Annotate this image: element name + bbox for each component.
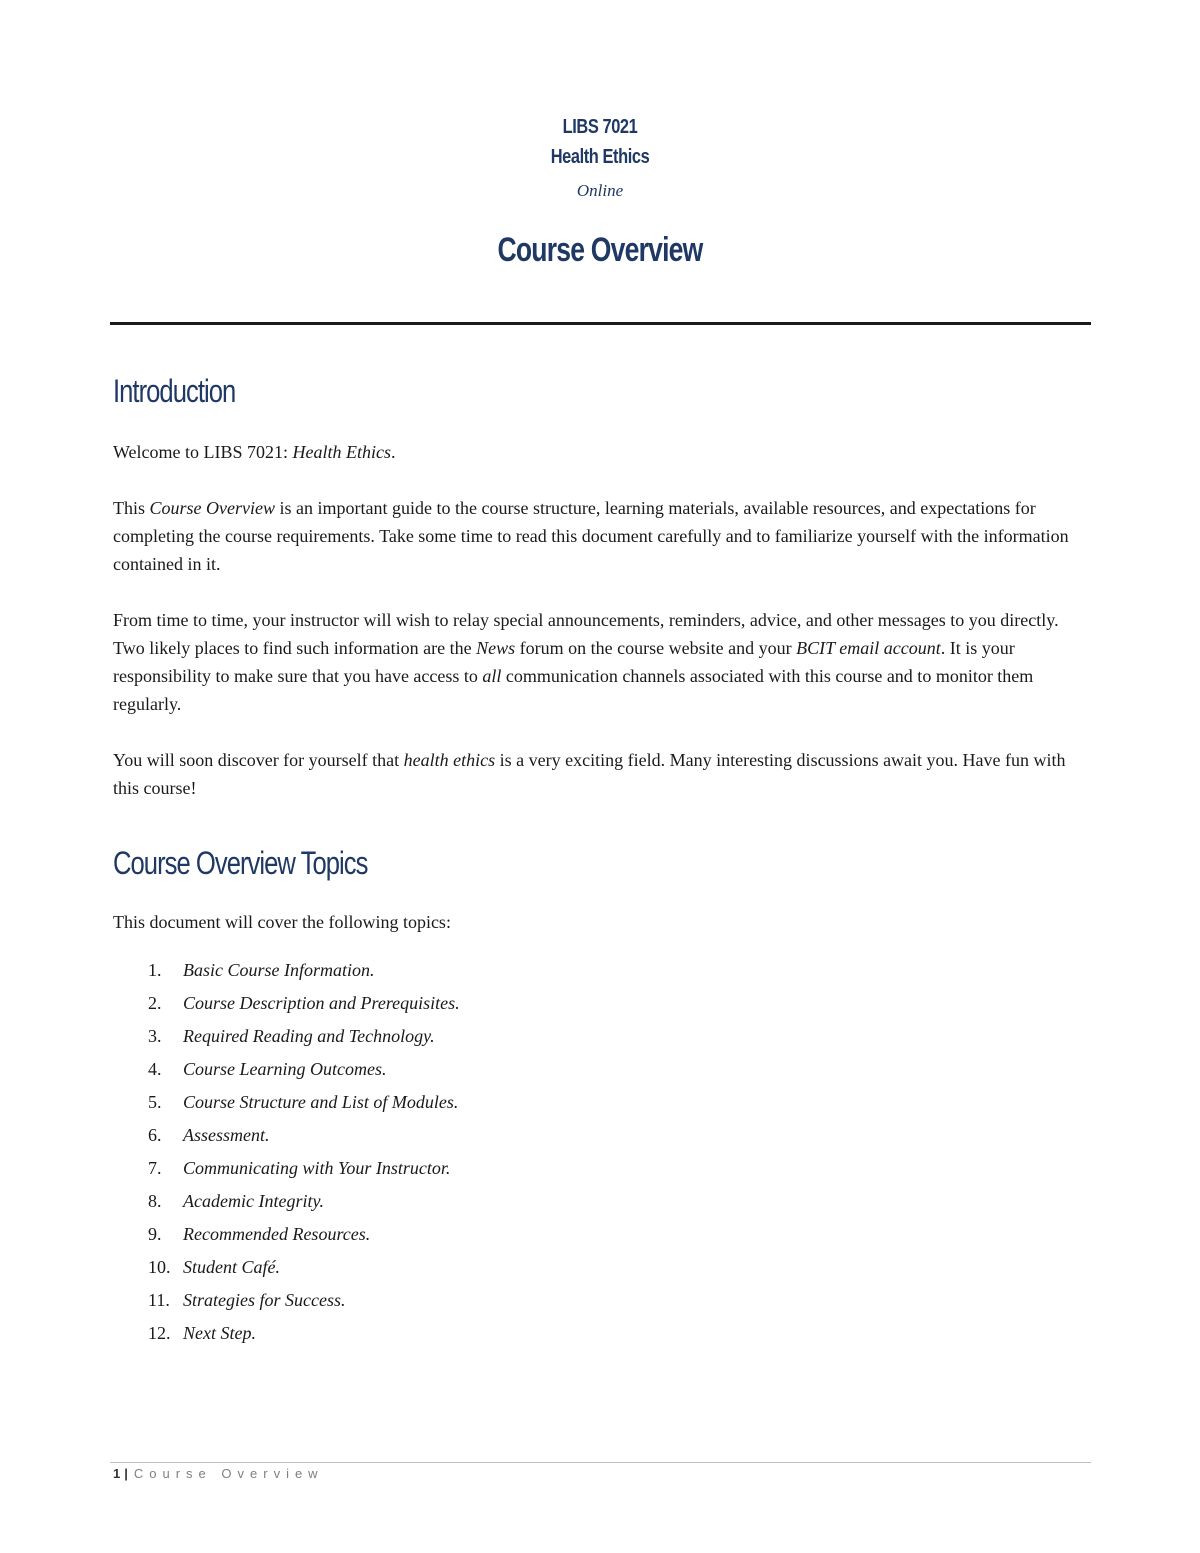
list-item-number: 12. — [148, 1323, 171, 1343]
course-name: Health Ethics — [550, 146, 650, 168]
list-item — [113, 1251, 1088, 1284]
topics-heading: Course Overview Topics — [113, 845, 368, 881]
header-divider — [110, 322, 1091, 325]
list-item-text: Course Description and Prerequisites. — [183, 993, 460, 1013]
closing-paragraph: You will soon discover for yourself that health ethics is a very exciting field. Many interesting discussions await you. Have fun with this course! — [113, 750, 1066, 798]
list-item — [113, 1020, 1088, 1053]
document-title: Course Overview — [497, 231, 703, 269]
list-item — [113, 1185, 1088, 1218]
list-item-number: 7. — [148, 1158, 162, 1178]
page-number: 1 — [113, 1466, 121, 1481]
list-item — [113, 1086, 1088, 1119]
list-item-text: Course Structure and List of Modules. — [183, 1092, 459, 1112]
list-item-text: Next Step. — [183, 1323, 256, 1343]
list-item-number: 1. — [148, 960, 162, 980]
page-footer — [113, 1466, 324, 1481]
footer-divider — [110, 1462, 1091, 1463]
list-item-text: Strategies for Success. — [183, 1290, 346, 1310]
footer-separator: | — [124, 1466, 128, 1481]
list-item-number: 8. — [148, 1191, 162, 1211]
list-item — [113, 954, 1088, 987]
footer-title: Course Overview — [133, 1466, 324, 1481]
list-item-text: Communicating with Your Instructor. — [183, 1158, 451, 1178]
list-item-number: 6. — [148, 1125, 162, 1145]
topics-intro: This document will cover the following topics: — [113, 912, 451, 932]
list-item — [113, 1317, 1088, 1350]
list-item — [113, 987, 1088, 1020]
topics-list — [113, 954, 1088, 1350]
list-item-text: Academic Integrity. — [183, 1191, 324, 1211]
list-item-number: 5. — [148, 1092, 162, 1112]
list-item — [113, 1119, 1088, 1152]
list-item — [113, 1053, 1088, 1086]
document-header — [0, 112, 1200, 272]
overview-paragraph: This Course Overview is an important guide to the course structure, learning materials, available resources, and expectations for completing the course requirements. Take some time to read this document carefully and to familiarize yourself with the information contained in it. — [113, 498, 1069, 574]
introduction-heading: Introduction — [113, 373, 236, 409]
list-item-text: Assessment. — [183, 1125, 270, 1145]
list-item-text: Required Reading and Technology. — [183, 1026, 435, 1046]
list-item-number: 9. — [148, 1224, 162, 1244]
communication-paragraph: From time to time, your instructor will wish to relay special announcements, reminders, advice, and other messages to you directly. Two likely places to find such information are the News forum on the course website and your BCIT email account. It is your responsibility to make sure that you have access to all communication channels associated with this course and to monitor them regularly. — [113, 610, 1059, 714]
welcome-paragraph: Welcome to LIBS 7021: Health Ethics. — [113, 442, 396, 462]
list-item-text: Basic Course Information. — [183, 960, 375, 980]
list-item-number: 2. — [148, 993, 162, 1013]
list-item — [113, 1284, 1088, 1317]
list-item-number: 4. — [148, 1059, 162, 1079]
list-item-text: Recommended Resources. — [183, 1224, 371, 1244]
list-item-number: 10. — [148, 1257, 171, 1277]
list-item — [113, 1218, 1088, 1251]
list-item-text: Course Learning Outcomes. — [183, 1059, 387, 1079]
list-item-text: Student Café. — [183, 1257, 280, 1277]
delivery-mode: Online — [576, 181, 624, 200]
course-code: LIBS 7021 — [562, 116, 638, 138]
document-body — [113, 366, 1088, 1350]
list-item-number: 3. — [148, 1026, 162, 1046]
list-item — [113, 1152, 1088, 1185]
list-item-number: 11. — [148, 1290, 170, 1310]
